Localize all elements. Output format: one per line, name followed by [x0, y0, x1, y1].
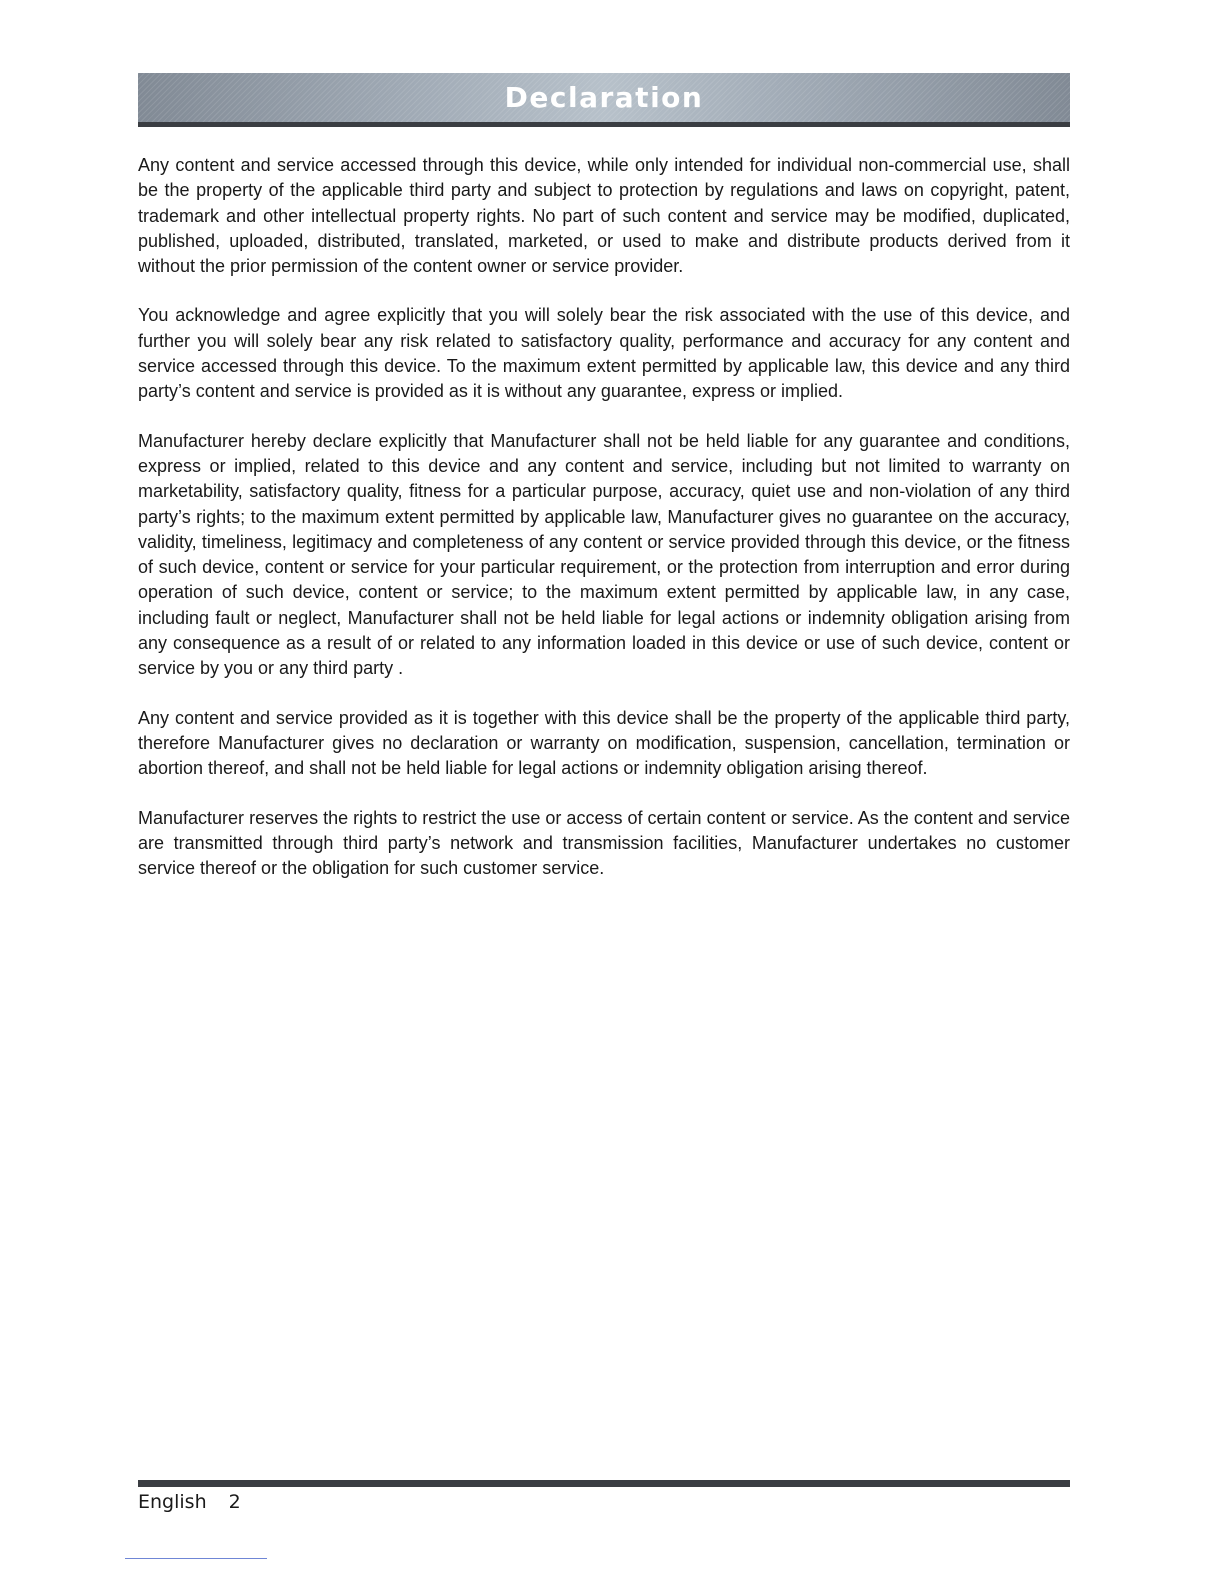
bottom-link-underline: [125, 1558, 267, 1559]
title-banner: [138, 73, 1070, 122]
page-title: Declaration: [504, 81, 704, 114]
page-footer: [138, 1491, 241, 1513]
declaration-body: [138, 153, 1070, 905]
paragraph-risk-acknowledgement: You acknowledge and agree explicitly that you will solely bear the risk associated with the use of this device, and further you will solely bear any risk related to satisfactory quality, performance and accuracy for any content and service accessed through this device. To the maximum extent permitted by applicable law, this device and any third party’s content and service is provided as it is without any guarantee, express or implied.: [138, 305, 1070, 402]
footer-language: English: [138, 1491, 207, 1513]
paragraph-access-restriction: Manufacturer reserves the rights to restrict the use or access of certain content or service. As the content and service are transmitted through third party’s network and transmission facilities, Manufacturer undertakes no customer service thereof or the obligation for such customer service.: [138, 807, 1070, 879]
paragraph-third-party-property: Any content and service provided as it is together with this device shall be the property of the applicable third party, therefore Manufacturer gives no declaration or warranty on modification, suspension, cancellation, termination or abortion thereof, and shall not be held liable for legal actions or indemnity obligation arising thereof.: [138, 707, 1070, 779]
title-underline: [138, 122, 1070, 127]
paragraph-content-ownership: Any content and service accessed through this device, while only intended for individual non-commercial use, shall be the property of the applicable third party and subject to protection by regulations and laws on copyright, patent, trademark and other intellectual property rights. No part of such content and service may be modified, duplicated, published, uploaded, distributed, translated, marketed, or used to make and distribute products derived from it without the prior permission of the content owner or service provider.: [138, 155, 1070, 277]
footer-page-number: 2: [228, 1491, 241, 1513]
paragraph-liability-disclaimer: Manufacturer hereby declare explicitly that Manufacturer shall not be held liable for any guarantee and conditions, express or implied, related to this device and any content and service, including but not limited to warranty on marketability, satisfactory quality, fitness for a particular purpose, accuracy, quiet use and non-violation of any third party’s rights; to the maximum extent permitted by applicable law, Manufacturer gives no guarantee on the accuracy, validity, timeliness, legitimacy and completeness of any content or service provided through this device, or the fitness of such device, content or service for your particular requirement, or the protection from interruption and error during operation of such device, content or service; to the maximum extent permitted by applicable law, in any case, including fault or neglect, Manufacturer shall not be held liable for legal actions or indemnity obligation arising from any consequence as a result of or related to any information loaded in this device or use of such device, content or service by you or any third party .: [138, 430, 1070, 679]
footer-rule: [138, 1480, 1070, 1487]
